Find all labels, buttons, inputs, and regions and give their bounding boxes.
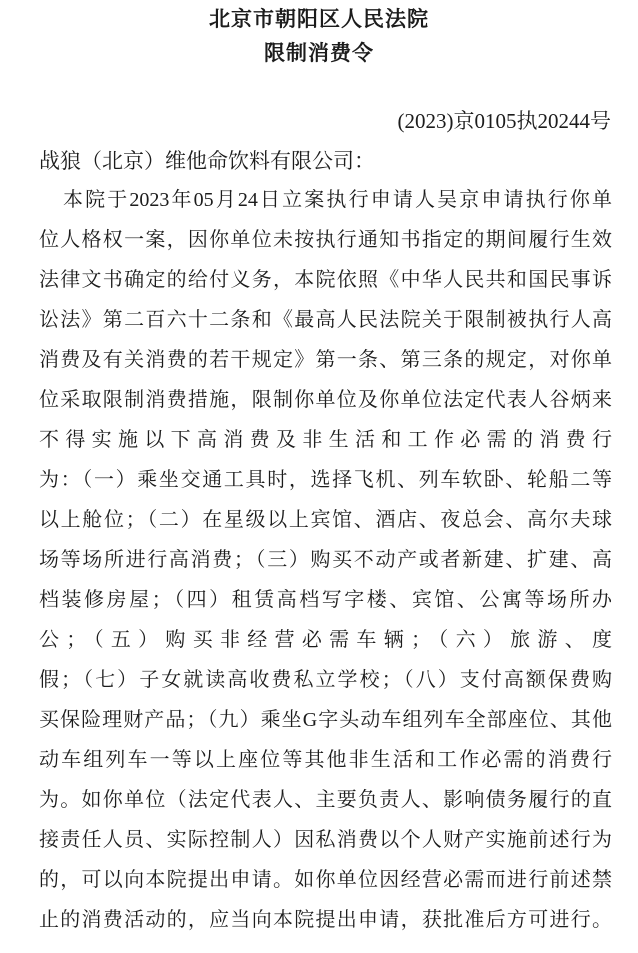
body-line: 假；（七）子女就读高收费私立学校；（八）支付高额保费购 [39,669,612,691]
document-header [0,0,638,70]
court-name-title: 北京市朝阳区人民法院 [209,7,429,31]
body-line: 位人格权一案，因你单位未按执行通知书指定的期间履行生效 [39,229,612,251]
body-line: 公；（五）购买非经营必需车辆；（六）旅游、度 [39,629,612,651]
body-line: 讼法》第二百六十二条和《最高人民法院关于限制被执行人高 [39,309,612,331]
body-line: 法律文书确定的给付义务，本院依照《中华人民共和国民事诉 [39,269,612,291]
body-line: 动车组列车一等以上座位等其他非生活和工作必需的消费行 [39,749,612,771]
body-line: 止的消费活动的，应当向本院提出申请，获批准后方可进行。 [39,909,612,931]
body-line: 场等场所进行高消费；（三）购买不动产或者新建、扩建、高 [39,549,612,571]
body-line: 买保险理财产品；（九）乘坐G字头动车组列车全部座位、其他 [39,709,612,731]
document-title: 限制消费令 [264,41,374,65]
body-line: 档装修房屋；（四）租赁高档写字楼、宾馆、公寓等场所办 [39,589,612,611]
body-line: 为：（一）乘坐交通工具时，选择飞机、列车软卧、轮船二等 [39,469,612,491]
order-body-paragraph [0,180,638,940]
body-line: 的，可以向本院提出申请。如你单位因经营必需而进行前述禁 [39,869,612,891]
body-line: 不得实施以下高消费及非生活和工作必需的消费行 [39,429,612,451]
body-line: 接责任人员、实际控制人）因私消费以个人财产实施前述行为 [39,829,612,851]
case-number: (2023)京0105执20244号 [397,109,611,133]
body-line: 位采取限制消费措施，限制你单位及你单位法定代表人谷炳来 [39,389,612,411]
body-line: 本院于2023年05月24日立案执行申请人吴京申请执行你单 [63,189,612,211]
body-line: 以上舱位；（二）在星级以上宾馆、酒店、夜总会、高尔夫球 [39,509,612,531]
body-line: 消费及有关消费的若干规定》第一条、第三条的规定，对你单 [39,349,612,371]
addressee-line: 战狼（北京）维他命饮料有限公司： [39,149,375,173]
body-line: 为。如你单位（法定代表人、主要负责人、影响债务履行的直 [39,789,612,811]
